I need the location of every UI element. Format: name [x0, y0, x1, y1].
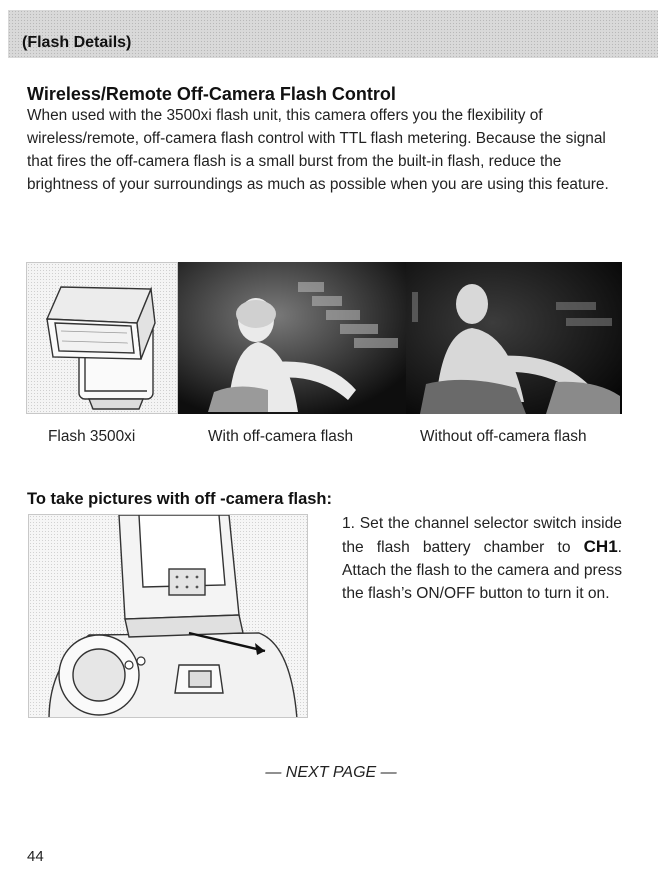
step-text-part-b: . Attach the flash to the camera and press the flash’s ON/OFF button to turn it on. — [342, 539, 622, 602]
flash-unit-illustration — [26, 262, 178, 414]
channel-setting: CH1 — [583, 537, 618, 556]
caption-without-off-camera-flash: Without off-camera flash — [420, 428, 587, 445]
photo-without-off-camera-flash — [406, 262, 622, 414]
intro-paragraph: When used with the 3500xi flash unit, this camera offers you the flexibility of wireless/remote, off-camera flash control with TTL flash metering. Because the signal that fires the off-camera flash is a small burst from the built-in flash, reduce the brightness of your surroundings as much as possible when you are using this feature. — [27, 107, 609, 193]
step-number: 1. — [342, 515, 356, 532]
page-number: 44 — [27, 848, 44, 865]
section-heading: Wireless/Remote Off-Camera Flash Control — [27, 84, 396, 104]
procedure-heading: To take pictures with off -camera flash: — [27, 490, 333, 508]
caption-with-off-camera-flash: With off-camera flash — [208, 428, 354, 445]
step-1-instruction — [342, 512, 622, 605]
caption-flash-3500xi: Flash 3500xi — [48, 428, 136, 445]
section-label: (Flash Details) — [22, 34, 132, 51]
photo-with-off-camera-flash — [178, 262, 406, 414]
step-text-part-a: Set the channel selector switch inside the flash battery chamber to — [342, 515, 622, 556]
next-page-indicator: — NEXT PAGE — — [265, 764, 397, 781]
flash-on-camera-illustration — [28, 514, 308, 718]
